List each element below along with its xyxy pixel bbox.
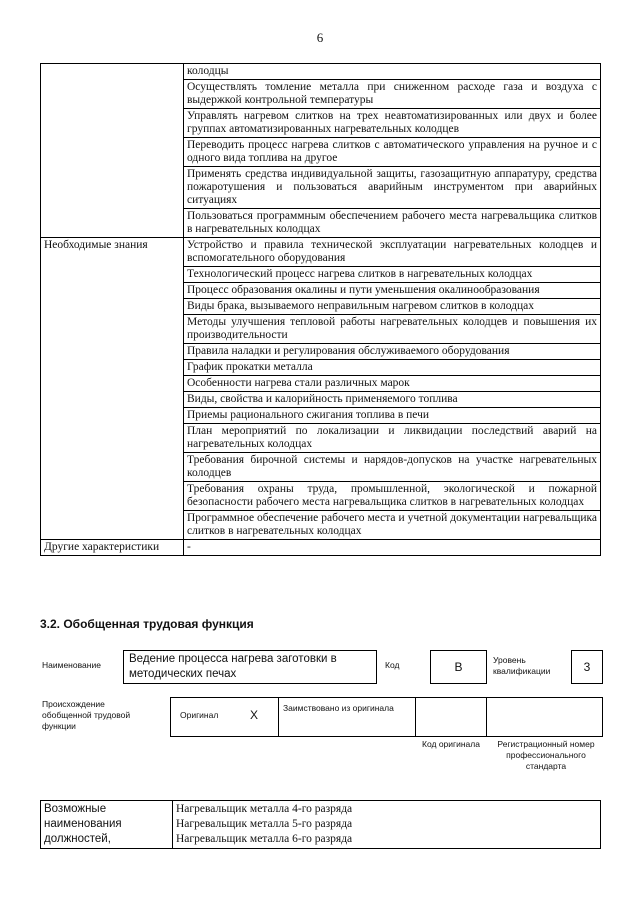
skill-cell: Управлять нагревом слитков на трех неавтоматизированных или двух и более группах автоматизированных нагревательных колодцев [184, 109, 601, 138]
knowledge-cell: Программное обеспечение рабочего места и учетной документации нагревальщика слитков в нагревательных колодцах [184, 511, 601, 540]
table-row [41, 64, 601, 80]
name-label: Наименование [42, 660, 101, 670]
knowledge-cell: Устройство и правила технической эксплуатации нагревательных колодцев и вспомогательного оборудования [184, 238, 601, 267]
list-item: Нагревальщик металла 5-го разряда [176, 818, 353, 830]
borrowed-label: Заимствовано из оригинала [283, 703, 394, 713]
skills-label-cell [41, 64, 184, 238]
divider [415, 697, 416, 737]
knowledge-cell: Процесс образования окалины и пути уменьшения окалинообразования [184, 283, 601, 299]
code-value: B [430, 650, 487, 684]
knowledge-cell: Особенности нагрева стали различных марок [184, 376, 601, 392]
knowledge-cell: Требования бирочной системы и нарядов-допусков на участке нагревательных колодцев [184, 453, 601, 482]
original-label: Оригинал [180, 710, 219, 720]
positions-values [173, 801, 601, 849]
level-label: Уровень квалификации [493, 655, 551, 676]
section-title: 3.2. Обобщенная трудовая функция [40, 617, 254, 631]
table-row [41, 801, 601, 849]
knowledge-cell: Приемы рационального сжигания топлива в печи [184, 408, 601, 424]
skill-cell: Пользоваться программным обеспечением рабочего места нагревальщика слитков в нагревательных колодцах [184, 209, 601, 238]
knowledge-label: Необходимые знания [41, 238, 184, 540]
divider [278, 697, 279, 737]
origin-label: Происхождение обобщенной трудовой функции [42, 699, 131, 731]
other-characteristics-label: Другие характеристики [41, 540, 184, 556]
knowledge-cell: Правила наладки и регулирования обслуживаемого оборудования [184, 344, 601, 360]
knowledge-cell: Виды брака, вызываемого неправильным нагревом слитков в колодцах [184, 299, 601, 315]
table-row [41, 540, 601, 556]
knowledge-cell: График прокатки металла [184, 360, 601, 376]
skills-knowledge-table [40, 63, 601, 556]
original-mark: X [250, 708, 259, 722]
skill-cell: колодцы [184, 64, 601, 80]
list-item: Нагревальщик металла 6-го разряда [176, 833, 353, 845]
other-characteristics-value: - [184, 540, 601, 556]
reg-number-label: Регистрационный номер профессионального стандарта [497, 739, 595, 771]
knowledge-cell: План мероприятий по локализации и ликвидации последствий аварий на нагревательных колодцах [184, 424, 601, 453]
name-value-box [123, 650, 377, 684]
table-row [41, 238, 601, 267]
knowledge-cell: Требования охраны труда, промышленной, экологической и пожарной безопасности рабочего места нагревальщика слитков в нагревательных колодцах [184, 482, 601, 511]
positions-table [40, 800, 601, 849]
list-item: Нагревальщик металла 4-го разряда [176, 803, 353, 815]
skill-cell: Применять средства индивидуальной защиты, газозащитную аппаратуру, средства пожаротушения и пользоваться аварийным инструментом при аварийных ситуациях [184, 167, 601, 209]
positions-label: Возможные наименования должностей, [41, 801, 173, 849]
divider [486, 697, 487, 737]
code-original-label: Код оригинала [422, 739, 480, 749]
skill-cell: Осуществлять томление металла при сниженном расходе газа и воздуха с выдержкой контрольной температуры [184, 80, 601, 109]
knowledge-cell: Виды, свойства и калорийность применяемого топлива [184, 392, 601, 408]
level-value: 3 [571, 650, 603, 684]
page-number: 6 [316, 30, 324, 45]
skill-cell: Переводить процесс нагрева слитков с автоматического управления на ручное и с одного вида топлива на другое [184, 138, 601, 167]
knowledge-cell: Методы улучшения тепловой работы нагревательных колодцев и повышения их производительности [184, 315, 601, 344]
name-value: Ведение процесса нагрева заготовки в методических печах [129, 653, 337, 680]
code-label: Код [385, 660, 400, 670]
knowledge-cell: Технологический процесс нагрева слитков в нагревательных колодцах [184, 267, 601, 283]
